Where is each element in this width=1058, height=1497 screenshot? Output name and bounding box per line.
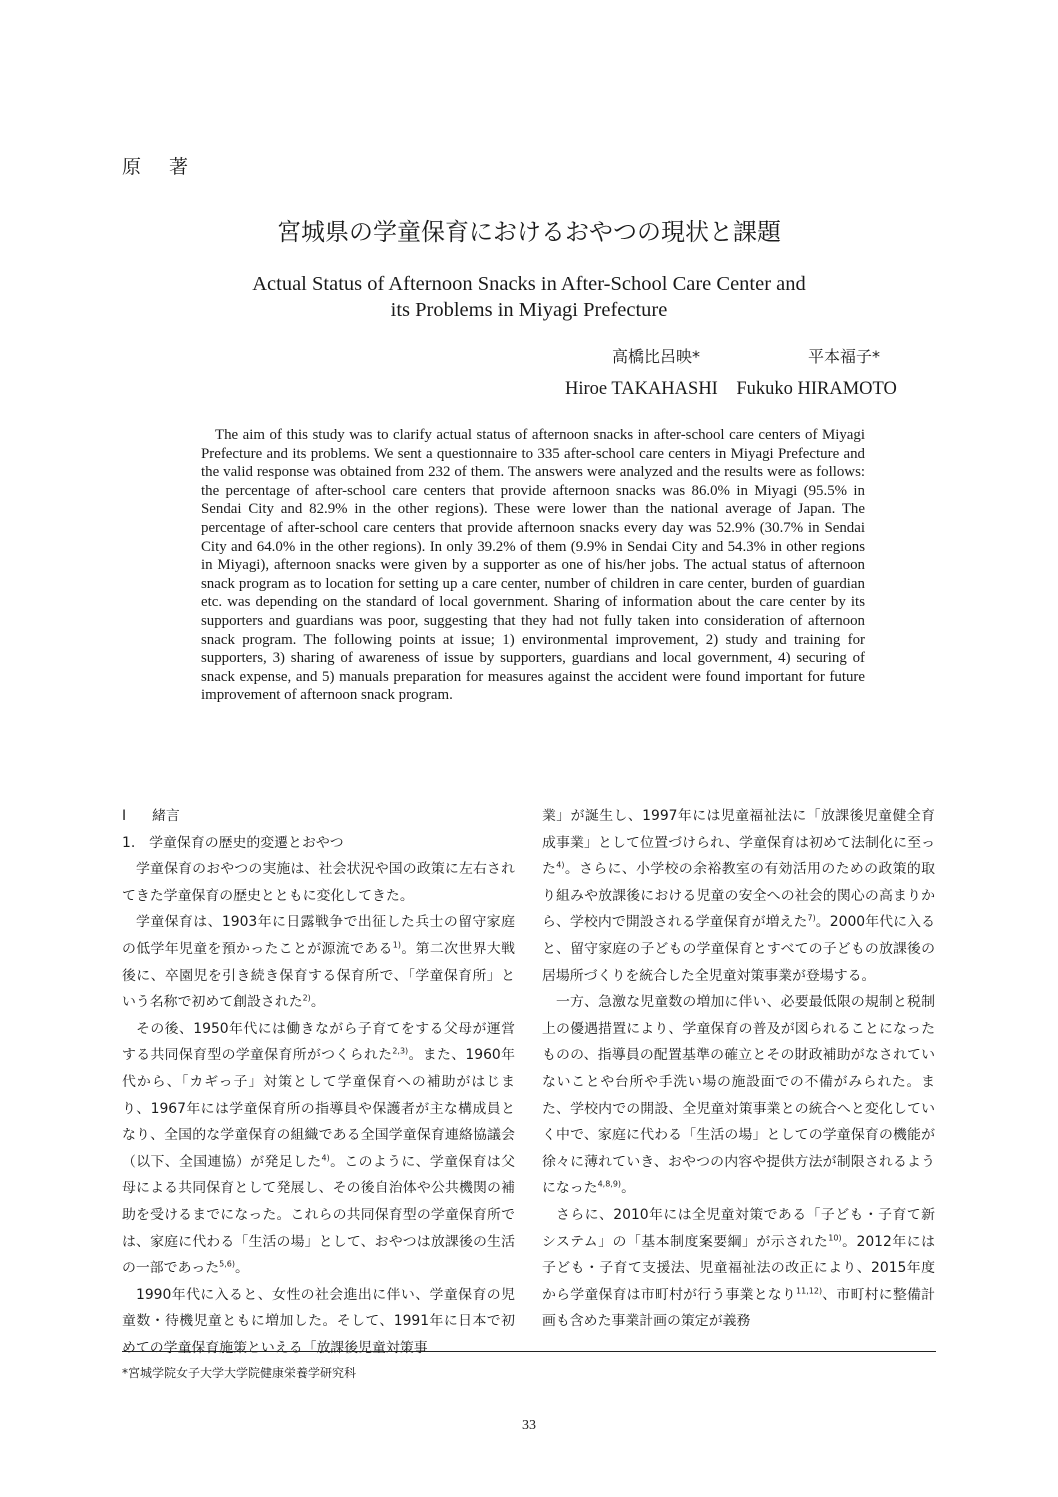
section-title: 緒言 bbox=[152, 808, 180, 824]
author-japanese-1: 高橋比呂映* bbox=[612, 347, 701, 366]
paragraph: 学童保育は、1903年に日露戦争で出征した兵士の留守家庭の低学年児童を預かったことが源流である$^{1)}$。第二次世界大戦後に、卒園児を引き続き保育する保育所で、「学童保育所」という名称で初めて創設された$^{2)}$。 bbox=[122, 914, 515, 1011]
citation: 1) bbox=[392, 940, 401, 950]
footnote-divider bbox=[122, 1351, 936, 1352]
citation: 10) bbox=[828, 1232, 842, 1242]
paragraph: さらに、2010年には全児童対策である「子ども・子育て新システム」の「基本制度案要綱」が示された$^{10)}$。2012年には子ども・子育て支援法、児童福祉法の改正により、2015年度から学童保育は市町村が行う事業となり$^{11,12)}$、市町村に整備計画も含めた事業計画の策定が義務 bbox=[542, 1206, 935, 1330]
paragraph-continued: 業」が誕生し、1997年には児童福祉法に「放課後児童健全育成事業」として位置づけられ、学童保育は初めて法制化に至った$^{4)}$。さらに、小学校の余裕教室の有効活用のための政策的取り組みや放課後における児童の安全への社会的関心の高まりから、学校内で開設される学童保育が増えた$^{7)}$。2000年代に入ると、留守家庭の子どもの学童保育とすべての子どもの放課後の居場所づくりを統合した全児童対策事業が登場する。 bbox=[542, 808, 935, 984]
citation: 7) bbox=[807, 913, 816, 923]
citation: 2,3) bbox=[392, 1046, 409, 1056]
citation: 4) bbox=[556, 860, 565, 870]
author-japanese-2: 平本福子* bbox=[808, 347, 881, 366]
authors-english: Hiroe TAKAHASHI Fukuko HIRAMOTO bbox=[565, 379, 897, 399]
citation: 4) bbox=[321, 1153, 330, 1163]
title-english-line2: its Problems in Miyagi Prefecture bbox=[390, 299, 668, 321]
paragraph: その後、1950年代には働きながら子育てをする父母が運営する共同保育型の学童保育所がつくられた$^{2,3)}$。また、1960年代から、「カギっ子」対策として学童保育への補助がはじまり、1967年には学童保育所の指導員や保護者が主な構成員となり、全国的な学童保育の組織である全国学童保育連絡協議会（以下、全国連協）が発足した$^{4)}$。このように、学童保育は父母による共同保育として発展し、その後自治体や公共機関の補助を受けるまでになった。これらの共同保育型の学童保育所では、家庭に代わる「生活の場」として、おやつは放課後の生活の一部であった$^{5,6)}$。 bbox=[122, 1020, 515, 1277]
citation: 4,8,9) bbox=[597, 1179, 622, 1189]
subsection-heading: 1. 学童保育の歴史的変遷とおやつ bbox=[122, 834, 344, 851]
citation: 5,6) bbox=[219, 1259, 235, 1269]
title-english-line1: Actual Status of Afternoon Snacks in After-School Care Center and bbox=[252, 273, 806, 295]
footnote-affiliation: *宮城学院女子大学大学院健康栄養学研究科 bbox=[122, 1366, 357, 1380]
abstract: The aim of this study was to clarify actual status of afternoon snacks in after-school care centers of Miyagi Prefecture and its problems. We sent a questionnaire to 335 after-school care centers in Miyagi Prefecture and the valid response was obtained from 232 of them. The answers were analyzed and the results were as follows: the percentage of after-school care centers that provide afternoon snacks was 86.0% in Miyagi (95.5% in Sendai City and 82.9% in the other regions). These were lower than the national average of Japan. The percentage of after-school care centers that provide afternoon snacks every day was 52.9% (30.7% in Sendai City and 64.0% in the other regions). In only 39.2% of them (9.9% in Sendai City and 54.3% in other regions in Miyagi), afternoon snacks were given by a supporter as one of his/her jobs. The actual status of afternoon snack program as to location for setting up a care center, number of children in care center, burden of guardian etc. was depending on the standard of local government. Sharing of information about the care center by its supporters and guardians was poor, suggesting that they had not fully taken into consideration of afternoon snack program. The following points at issue; 1) environmental improvement, 2) study and training for supporters, 3) sharing of awareness of issue by supporters, guardians and local government, 4) securing of snack expense, and 5) manuals preparation for measures against the accident were found important for future improvement of afternoon snack program. bbox=[201, 427, 865, 704]
body-column-right bbox=[542, 803, 935, 1335]
citation: 11,12) bbox=[796, 1286, 823, 1296]
paragraph: 学童保育のおやつの実施は、社会状況や国の政策に左右されてきた学童保育の歴史とともに変化してきた。 bbox=[122, 861, 515, 904]
citation: 2) bbox=[302, 993, 311, 1003]
title-japanese: 宮城県の学童保育におけるおやつの現状と課題 bbox=[277, 218, 781, 246]
paragraph: 1990年代に入ると、女性の社会進出に伴い、学童保育の児童数・待機児童ともに増加した。そして、1991年に日本で初めての学童保育施策といえる「放課後児童対策事 bbox=[122, 1286, 515, 1356]
section-number: Ⅰ bbox=[122, 808, 127, 824]
article-category: 原著 bbox=[122, 156, 217, 178]
body-column-left bbox=[122, 803, 515, 1361]
paragraph: 一方、急激な児童数の増加に伴い、必要最低限の規制と税制上の優遇措置により、学童保育の普及が図られることになったものの、指導員の配置基準の確立とその財政補助がなされていないことや台所や手洗い場の施設面での不備がみられた。また、学校内での開設、全児童対策事業との統合へと変化していく中で、家庭に代わる「生活の場」としての学童保育の機能が徐々に薄れていき、おやつの内容や提供方法が制限されるようになった$^{4,8,9)}$。 bbox=[542, 994, 935, 1197]
title-english bbox=[0, 271, 1058, 323]
page-number: 33 bbox=[522, 1418, 536, 1433]
section-heading bbox=[122, 803, 515, 830]
